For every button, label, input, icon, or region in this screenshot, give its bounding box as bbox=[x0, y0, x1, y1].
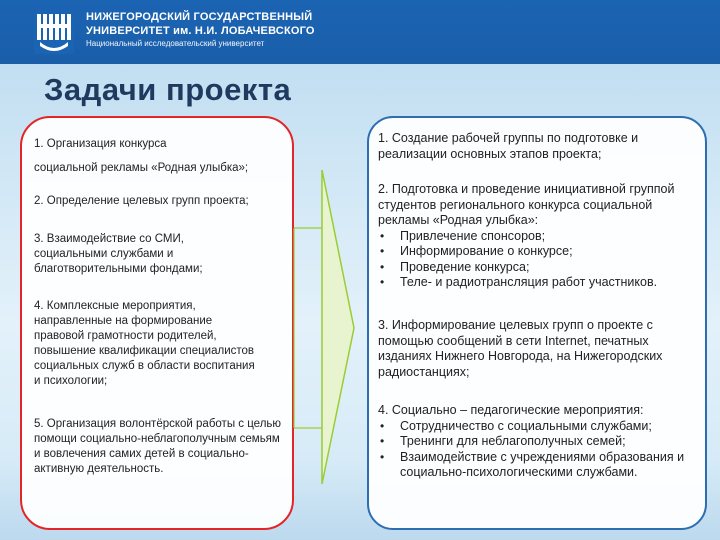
university-subtitle: Национальный исследовательский университет bbox=[86, 39, 265, 48]
university-name bbox=[86, 10, 315, 50]
page-title: Задачи проекта bbox=[44, 72, 292, 107]
left-item-1-line2: социальной рекламы «Родная улыбка»; bbox=[34, 162, 249, 174]
list-item: • Тренинги для неблагополучных семей; bbox=[378, 434, 700, 450]
university-logo-icon bbox=[34, 10, 74, 54]
right-item-2 bbox=[378, 182, 700, 291]
list-item: • Привлечение спонсоров; bbox=[378, 229, 700, 245]
left-item-4: 4. Комплексные мероприятия, направленные на формирование правовой грамотности родителей, повышение квалификации специалистов социальных служб в области воспитания и психологии; bbox=[34, 300, 255, 387]
university-name-line2: УНИВЕРСИТЕТ им. Н.И. ЛОБАЧЕВСКОГО bbox=[86, 25, 315, 37]
right-item-4-intro: 4. Социально – педагогические мероприятия: bbox=[378, 403, 644, 417]
right-item-4 bbox=[378, 403, 700, 481]
list-item: • Взаимодействие с учреждениями образования и социально-психологическими службами. bbox=[378, 450, 700, 481]
list-item: • Информирование о конкурсе; bbox=[378, 244, 700, 260]
arrow-right-icon bbox=[292, 118, 372, 530]
right-item-1: 1. Создание рабочей группы по подготовке и реализации основных этапов проекта; bbox=[378, 131, 639, 161]
header-bar bbox=[0, 0, 720, 64]
left-item-2: 2. Определение целевых групп проекта; bbox=[34, 195, 249, 207]
list-item: • Сотрудничество с социальными службами; bbox=[378, 419, 700, 435]
left-item-3: 3. Взаимодействие со СМИ, социальными службами и благотворительными фондами; bbox=[34, 233, 203, 275]
left-item-1 bbox=[34, 137, 284, 176]
left-item-1-line1: 1. Организация конкурса bbox=[34, 138, 167, 150]
right-item-2-intro: 2. Подготовка и проведение инициативной группой студентов регионального конкурса социальной рекламы «Родная улыбка»: bbox=[378, 182, 675, 227]
right-item-2-list bbox=[378, 229, 700, 291]
right-item-4-list bbox=[378, 419, 700, 481]
left-item-5: 5. Организация волонтёрской работы с целью помощи социально-неблагополучным семьям и вовлечения самих детей в социально-активную деятельность. bbox=[34, 418, 282, 475]
list-item: • Проведение конкурса; bbox=[378, 260, 700, 276]
right-item-3: 3. Информирование целевых групп о проекте с помощью сообщений в сети Internet, печатных изданиях Нижнего Новгорода, на Нижегородских радиостанциях; bbox=[378, 318, 663, 379]
university-name-line1: НИЖЕГОРОДСКИЙ ГОСУДАРСТВЕННЫЙ bbox=[86, 11, 313, 23]
list-item: • Теле- и радиотрансляция работ участников. bbox=[378, 275, 700, 291]
